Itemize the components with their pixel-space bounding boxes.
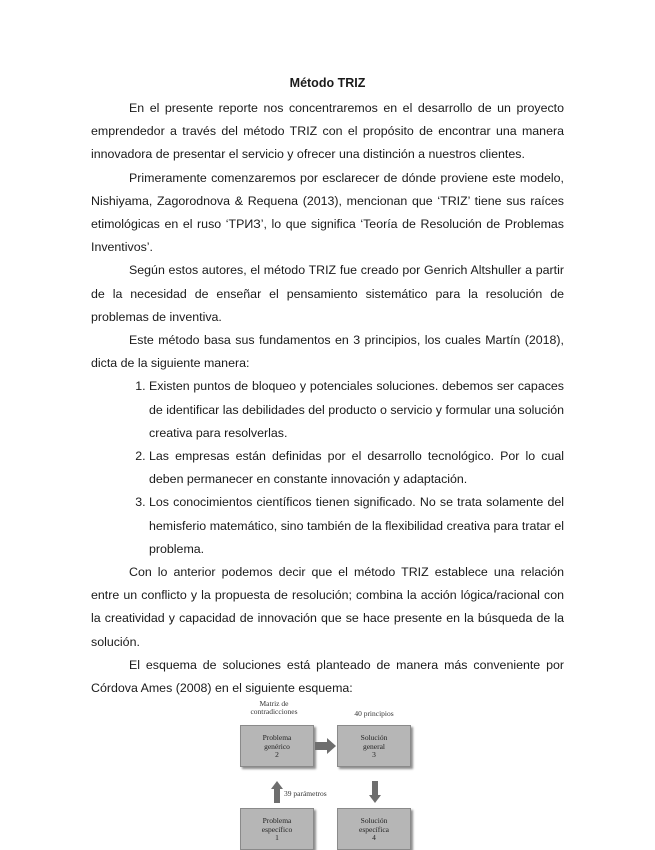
principles-label: 40 principios bbox=[354, 709, 394, 718]
matrix-label-line1: Matriz de bbox=[259, 699, 289, 708]
specific-solution-box bbox=[337, 808, 411, 850]
box-line: genérico bbox=[264, 741, 290, 751]
box-number: 2 bbox=[275, 750, 279, 760]
paragraph: Según estos autores, el método TRIZ fue creado por Genrich Altshuller a partir de la necesidad de enseñar el pensamiento sistemático para la resolución de problemas de inventiva. bbox=[91, 263, 564, 324]
list-item: 2. Las empresas están definidas por el desarrollo tecnológico. Por lo cual deben permanecer en constante innovación y adaptación. bbox=[149, 445, 564, 491]
paragraph: Este método basa sus fundamentos en 3 principios, los cuales Martín (2018), dicta de la siguiente manera: bbox=[91, 333, 564, 371]
parameters-label: 39 parámetros bbox=[284, 789, 327, 798]
triz-scheme-diagram bbox=[234, 700, 414, 848]
page-title: Método TRIZ bbox=[289, 76, 366, 90]
box-number: 4 bbox=[372, 833, 376, 843]
paragraph: El esquema de soluciones está planteado de manera más conveniente por Córdova Ames (2008) en el siguiente esquema: bbox=[91, 657, 564, 696]
general-solution-box bbox=[337, 725, 411, 767]
principles-list bbox=[91, 375, 564, 561]
list-item: 3. Los conocimientos científicos tienen significado. No se trata solamente del hemisferio matemático, sino también de la flexibilidad creativa para tratar el problema. bbox=[149, 491, 564, 561]
list-item: 1. Existen puntos de bloqueo y potenciales soluciones. debemos ser capaces de identificar las debilidades del producto o servicio y formular una solución creativa para resolverlas. bbox=[149, 375, 564, 445]
up-arrow-icon bbox=[270, 780, 284, 804]
box-line: general bbox=[362, 741, 386, 751]
paragraph: Primeramente comenzaremos por esclarecer de dónde proviene este modelo, Nishiyama, Zagorodnova & Requena (2013), mencionan que ‘TRIZ’ tiene sus raíces etimológicas en el ruso ‘ТРИЗ’, lo que significa ‘Teoría de Resolución de Problemas Inventivos’. bbox=[91, 170, 564, 255]
box-line: Problema bbox=[262, 816, 292, 826]
body-text bbox=[91, 97, 564, 700]
box-line: específico bbox=[261, 824, 293, 834]
specific-problem-box bbox=[240, 808, 314, 850]
right-arrow-icon bbox=[315, 737, 337, 755]
box-line: específica bbox=[359, 824, 389, 834]
down-arrow-icon bbox=[368, 780, 382, 804]
paragraph: Con lo anterior podemos decir que el método TRIZ establece una relación entre un conflicto y la propuesta de resolución; combina la acción lógica/racional con la creatividad y capacidad de innovación que se hace presente en la búsqueda de la solución. bbox=[91, 565, 564, 649]
box-number: 3 bbox=[372, 750, 376, 760]
box-number: 1 bbox=[275, 833, 279, 843]
box-line: Problema bbox=[262, 733, 292, 743]
paragraph: En el presente reporte nos concentraremos en el desarrollo de un proyecto emprendedor a través del método TRIZ con el propósito de encontrar una manera innovadora de presentar el servicio y ofrecer una distinción a nuestros clientes. bbox=[91, 101, 564, 162]
matrix-label bbox=[242, 700, 306, 716]
box-line: Solución bbox=[360, 816, 388, 826]
matrix-label-line2: contradicciones bbox=[250, 707, 298, 716]
generic-problem-box bbox=[240, 725, 314, 767]
box-line: Solución bbox=[360, 733, 388, 743]
